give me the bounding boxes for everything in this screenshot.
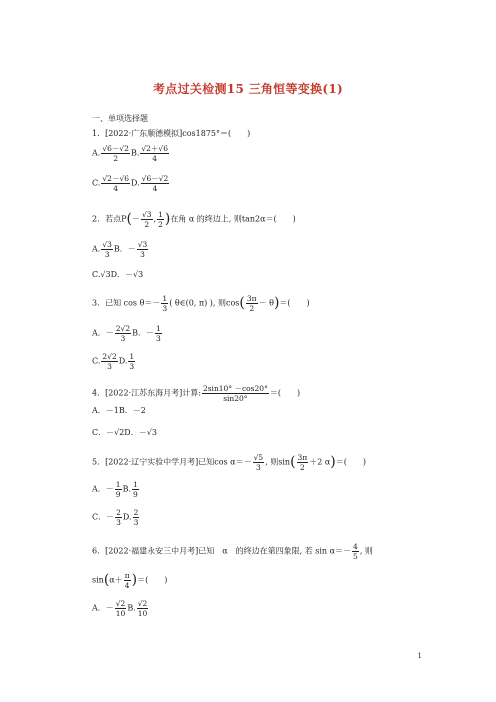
q1-option-a: $\frac{√6-√2}{2}$ — [102, 144, 129, 163]
section-heading: 一、单项选择题 — [92, 114, 148, 123]
q1-option-b: $\frac{√2+√6}{4}$ — [141, 144, 168, 163]
q1-option-d: $\frac{√6-√2}{4}$ — [141, 174, 169, 193]
question-2-stem: 2．若点P(－ $\frac{√3}{2}$ , $\frac{1}{2}$ )在角 α 的终边上, 则tan2α＝( ) — [92, 210, 296, 229]
question-4-options-cd: C．－√2D．－√3 — [92, 428, 157, 437]
question-3-stem: 3．已知 cos θ＝－ $\frac{1}{3}$ ( θ∈(0, π) ), 则cos( $\frac{3\pi}{2}$ － θ)＝( ) — [92, 294, 310, 313]
question-6-options-ab: A．－ $\frac{√2}{10}$ B. $\frac{√2}{10}$ — [92, 599, 148, 618]
page-title: 考点过关检测15 三角恒等变换(1) — [153, 82, 343, 96]
question-6-stem: 6．[2022·福建永安三中月考]已知 α 的终边在第四象限, 若 sin α＝－ $\frac{4}{5}$ , 则 — [92, 542, 373, 561]
question-5-stem: 5．[2022·辽宁实验中学月考]已知cos α＝－ $\frac{√5}{3}$ , 则sin( $\frac{3\pi}{2}$ ＋2 α)＝( ) — [92, 453, 366, 472]
question-3-options-cd: C. $\frac{2√2}{3}$ D. $\frac{1}{3}$ — [92, 352, 135, 371]
question-4-stem: 4．[2022·江苏东海月考]计算: $\frac{2\sin 10^\circ -\cos 20^\circ}{\sin 20^\circ}$ ＝( ) — [92, 384, 301, 403]
question-5-options-cd: C．－ $\frac{2}{3}$ D. $\frac{2}{3}$ — [92, 508, 139, 527]
question-2-options-cd: C.√3D．－√3 — [92, 270, 144, 279]
page-number: 1 — [417, 652, 422, 660]
question-6-stem-line2: sin(α＋ $\frac{\pi}{4}$ )＝( ) — [92, 571, 168, 590]
question-2-options-ab: A. $\frac{√3}{3}$ B．－ $\frac{√3}{3}$ — [92, 240, 148, 259]
question-5-options-ab: A．－ $\frac{1}{9}$ B. $\frac{1}{9}$ — [92, 480, 138, 499]
question-4-options-ab: A．－1B．－2 — [92, 406, 146, 415]
q1-option-c: $\frac{√2-√6}{4}$ — [102, 174, 129, 193]
question-1-options-ab: A. $\frac{√6-√2}{2}$ B. $\frac{√2+√6}{4}$ — [92, 144, 168, 163]
question-1-options-cd: C. $\frac{√2-√6}{4}$ D. $\frac{√6-√2}{4}$ — [92, 174, 169, 193]
question-3-options-ab: A．－ $\frac{2√2}{3}$ B．－ $\frac{1}{3}$ — [92, 324, 161, 343]
question-1-stem: 1．[2022·广东顺德模拟]cos1875°＝( ) — [92, 129, 251, 138]
